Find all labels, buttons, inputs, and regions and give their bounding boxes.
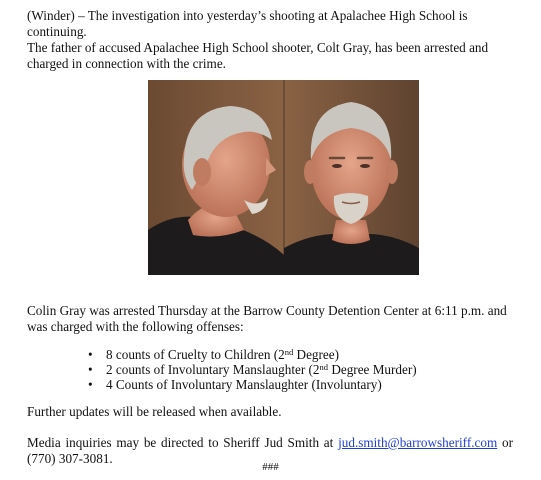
- list-item: • 4 Counts of Involuntary Manslaughter (Involuntary): [88, 377, 382, 393]
- list-item: • 8 counts of Cruelty to Children (2nd Degree): [88, 347, 340, 362]
- bullet-icon: •: [88, 377, 93, 393]
- arrest-paragraph: The father of accused Apalachee High School shooter, Colt Gray, has been arrested and charged in connection with the crime.: [27, 40, 489, 71]
- bullet-icon: •: [88, 347, 93, 362]
- list-item: • 2 counts of Involuntary Manslaughter (2nd Degree Murder): [88, 362, 417, 378]
- bullet-icon: •: [88, 362, 93, 378]
- mugshot-photo: [148, 80, 419, 275]
- end-mark: ###: [262, 461, 279, 473]
- charges-intro-paragraph: Colin Gray was arrested Thursday at the Barrow County Detention Center at 6:11 p.m. and was charged with the following offenses:: [27, 303, 507, 334]
- media-paragraph: Media inquiries may be directed to Sheriff Jud Smith at jud.smith@barrowsheriff.com or (770) 307-3081.: [27, 435, 513, 466]
- offenses-list: [88, 347, 417, 393]
- updates-paragraph: Further updates will be released when available.: [27, 404, 282, 419]
- intro-paragraph: (Winder) – The investigation into yesterday’s shooting at Apalachee High School is continuing.: [27, 8, 468, 39]
- email-link[interactable]: jud.smith@barrowsheriff.com: [338, 435, 498, 450]
